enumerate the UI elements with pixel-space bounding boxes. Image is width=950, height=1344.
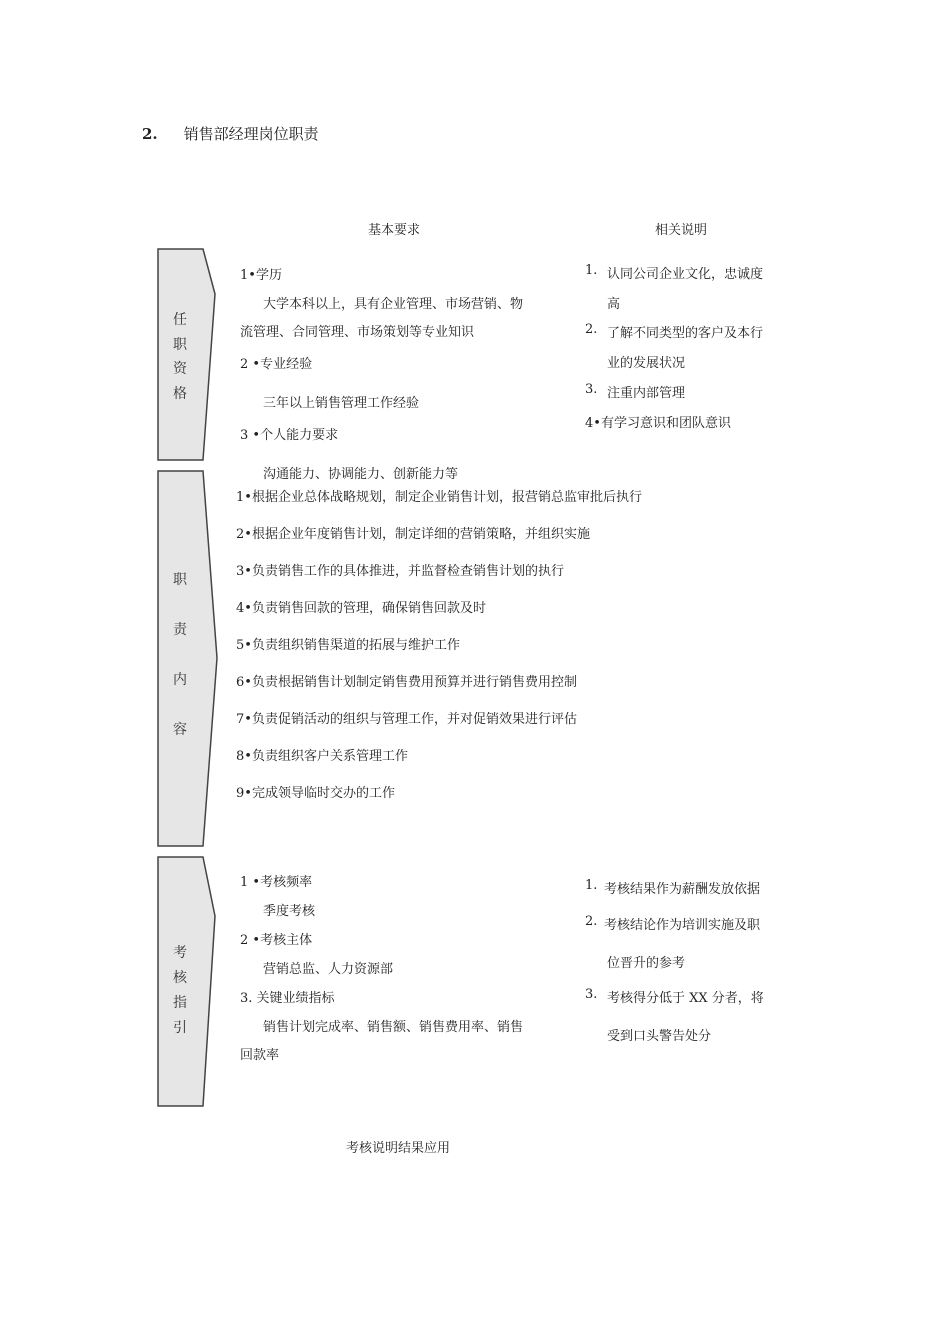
qual-note-text: 了解不同类型的客户及本行: [607, 326, 764, 341]
assess-note-text: 位晋升的参考: [607, 956, 686, 971]
duty-item: 4•负责销售回款的管理，确保销售回款及时: [236, 601, 486, 616]
tag-duties: [157, 470, 219, 848]
section-title: 销售部经理岗位职责: [183, 125, 319, 143]
frequency-text: 季度考核: [263, 904, 316, 919]
tag-char: 责: [173, 622, 187, 638]
assess-note-text: 考核得分低于 XX 分者，将: [607, 991, 764, 1006]
tag-char: 引: [173, 1020, 187, 1036]
assess-note-text: 考核结论作为培训实施及职: [604, 918, 761, 933]
tag-char: 任: [173, 312, 187, 328]
tag-char: 资: [173, 361, 187, 377]
column-header-notes: 相关说明: [655, 223, 708, 238]
duty-item: 8•负责组织客户关系管理工作: [236, 749, 408, 764]
tag-char: 内: [173, 672, 187, 688]
qual-note-text: 业的发展状况: [607, 356, 686, 371]
ability-text: 沟通能力、协调能力、创新能力等: [263, 467, 459, 482]
subject-text: 营销总监、人力资源部: [263, 962, 394, 977]
kpi-title: 3. 关键业绩指标: [240, 991, 335, 1006]
chevron-shape-icon: [157, 248, 217, 462]
tag-char: 考: [173, 945, 187, 961]
footer-caption: 考核说明结果应用: [346, 1141, 451, 1156]
duty-item: 1•根据企业总体战略规划，制定企业销售计划，报营销总监审批后执行: [236, 490, 642, 505]
duty-item: 7•负责促销活动的组织与管理工作，并对促销效果进行评估: [236, 712, 577, 727]
kpi-text-1: 销售计划完成率、销售额、销售费用率、销售: [263, 1020, 524, 1035]
section-number: 2.: [142, 125, 158, 143]
assess-note-num: 2.: [585, 914, 598, 929]
assess-note-text: 受到口头警告处分: [607, 1029, 712, 1044]
frequency-title: 1 •考核频率: [240, 875, 313, 890]
education-text-2: 流管理、合同管理、市场策划等专业知识: [240, 325, 475, 340]
tag-char: 职: [173, 572, 187, 588]
tag-char: 格: [173, 386, 187, 402]
duty-item: 6•负责根据销售计划制定销售费用预算并进行销售费用控制: [236, 675, 577, 690]
tag-qualification: [157, 248, 217, 462]
tag-char: 核: [173, 970, 187, 986]
section-heading: [142, 123, 319, 144]
tag-char: 指: [173, 995, 187, 1011]
education-text-1: 大学本科以上，具有企业管理、市场营销、物: [263, 297, 524, 312]
tag-char: 容: [173, 722, 187, 738]
qual-note-text: 认同公司企业文化，忠诚度: [607, 267, 764, 282]
qual-note-text: 注重内部管理: [607, 386, 686, 401]
chevron-shape-icon: [157, 470, 219, 848]
qual-note-text: 4•有学习意识和团队意识: [585, 416, 731, 431]
qual-note-num: 1.: [585, 263, 598, 278]
subject-title: 2 •考核主体: [240, 933, 313, 948]
duty-item: 5•负责组织销售渠道的拓展与维护工作: [236, 638, 460, 653]
experience-text: 三年以上销售管理工作经验: [263, 396, 420, 411]
kpi-text-2: 回款率: [240, 1048, 280, 1063]
duty-item: 2•根据企业年度销售计划，制定详细的营销策略，并组织实施: [236, 527, 590, 542]
assess-note-num: 3.: [585, 987, 598, 1002]
qual-note-num: 2.: [585, 322, 598, 337]
tag-assessment: [157, 856, 217, 1108]
qual-note-num: 3.: [585, 382, 598, 397]
education-title: 1•学历: [240, 268, 282, 283]
assess-note-text: 考核结果作为薪酬发放依据: [604, 882, 761, 897]
experience-title: 2 •专业经验: [240, 357, 313, 372]
qual-note-text: 高: [607, 297, 621, 312]
duty-item: 9•完成领导临时交办的工作: [236, 786, 395, 801]
tag-char: 职: [173, 337, 187, 353]
assess-note-num: 1.: [585, 878, 598, 893]
duty-item: 3•负责销售工作的具体推进，并监督检查销售计划的执行: [236, 564, 564, 579]
column-header-basic: 基本要求: [368, 223, 421, 238]
ability-title: 3 •个人能力要求: [240, 428, 339, 443]
